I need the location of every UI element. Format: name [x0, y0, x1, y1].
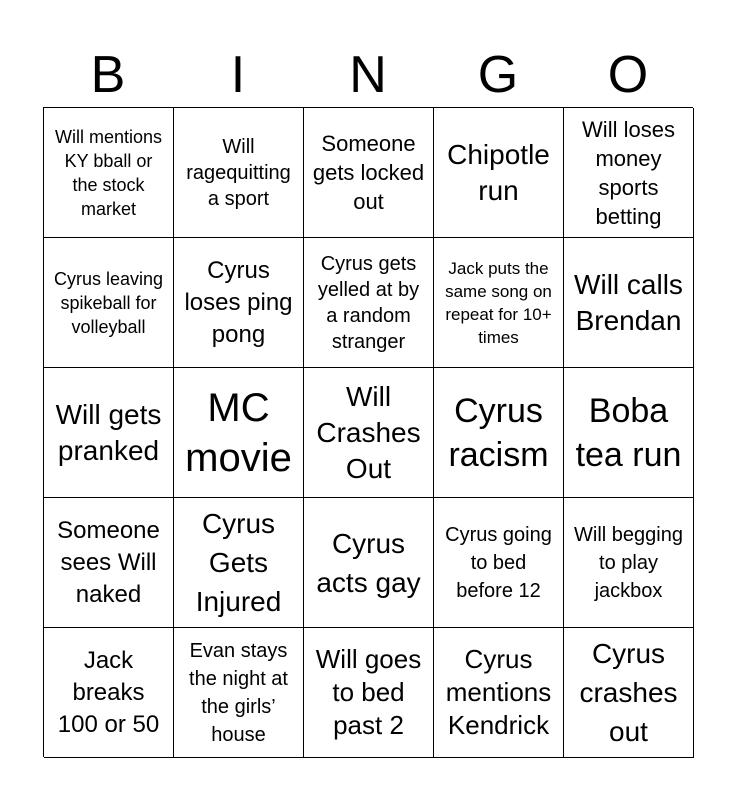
bingo-cell[interactable] — [304, 628, 434, 758]
cell-text: Cyrus leaving spikeball for volleyball — [53, 268, 164, 337]
cell-text: MC movie — [185, 385, 292, 480]
header-letter-g: G — [477, 46, 519, 104]
cell-text: Will gets pranked — [55, 398, 162, 466]
cell-text: Evan stays the night at the girls’ house — [189, 639, 288, 746]
header-letter-i: I — [230, 46, 246, 104]
bingo-cell[interactable] — [44, 368, 174, 498]
bingo-cell[interactable] — [44, 108, 174, 238]
cell-text: Cyrus gets yelled at by a random stranger — [317, 252, 420, 353]
cell-text: Cyrus racism — [448, 391, 549, 474]
bingo-cell[interactable] — [564, 368, 694, 498]
cell-text: Jack breaks 100 or 50 — [57, 646, 160, 738]
cell-text: Will mentions KY bball or the stock market — [54, 126, 163, 219]
cell-text: Cyrus acts gay — [316, 527, 421, 598]
cell-text: Cyrus going to bed before 12 — [445, 523, 552, 602]
header-letter-n: N — [349, 46, 387, 104]
bingo-cell[interactable] — [174, 498, 304, 628]
cell-text: Someone sees Will naked — [57, 516, 160, 608]
bingo-cell[interactable] — [304, 498, 434, 628]
bingo-cell[interactable] — [564, 628, 694, 758]
bingo-cell[interactable] — [174, 108, 304, 238]
bingo-cell[interactable] — [174, 238, 304, 368]
free-space-cell[interactable] — [174, 368, 304, 498]
bingo-cell[interactable] — [434, 368, 564, 498]
cell-text: Cyrus Gets Injured — [195, 508, 282, 617]
bingo-cell[interactable] — [564, 498, 694, 628]
bingo-board — [43, 107, 693, 757]
header-letter-o: O — [607, 46, 649, 104]
cell-text: Will ragequitting a sport — [186, 135, 291, 210]
cell-text: Will Crashes Out — [316, 380, 421, 484]
cell-text: Will calls Brendan — [574, 268, 683, 336]
header-letter-b: B — [90, 46, 126, 104]
cell-text: Cyrus loses ping pong — [184, 256, 293, 348]
bingo-cell[interactable] — [564, 108, 694, 238]
bingo-cell[interactable] — [304, 108, 434, 238]
bingo-cell[interactable] — [434, 108, 564, 238]
cell-text: Will loses money sports betting — [582, 116, 675, 229]
cell-text: Will goes to bed past 2 — [315, 644, 422, 740]
bingo-cell[interactable] — [564, 238, 694, 368]
bingo-cell[interactable] — [434, 628, 564, 758]
cell-text: Cyrus crashes out — [579, 638, 678, 747]
cell-text: Cyrus mentions Kendrick — [445, 644, 552, 740]
cell-text: Someone gets locked out — [312, 131, 425, 214]
bingo-cell[interactable] — [44, 498, 174, 628]
bingo-cell[interactable] — [44, 238, 174, 368]
bingo-cell[interactable] — [304, 238, 434, 368]
cell-text: Boba tea run — [575, 391, 682, 474]
cell-text: Jack puts the same song on repeat for 10+ times — [445, 258, 552, 347]
bingo-cell[interactable] — [434, 498, 564, 628]
cell-text: Will begging to play jackbox — [574, 523, 683, 602]
bingo-cell[interactable] — [174, 628, 304, 758]
bingo-cell[interactable] — [434, 238, 564, 368]
bingo-header — [43, 44, 693, 106]
cell-text: Chipotle run — [447, 138, 550, 206]
bingo-cell[interactable] — [304, 368, 434, 498]
bingo-cell[interactable] — [44, 628, 174, 758]
